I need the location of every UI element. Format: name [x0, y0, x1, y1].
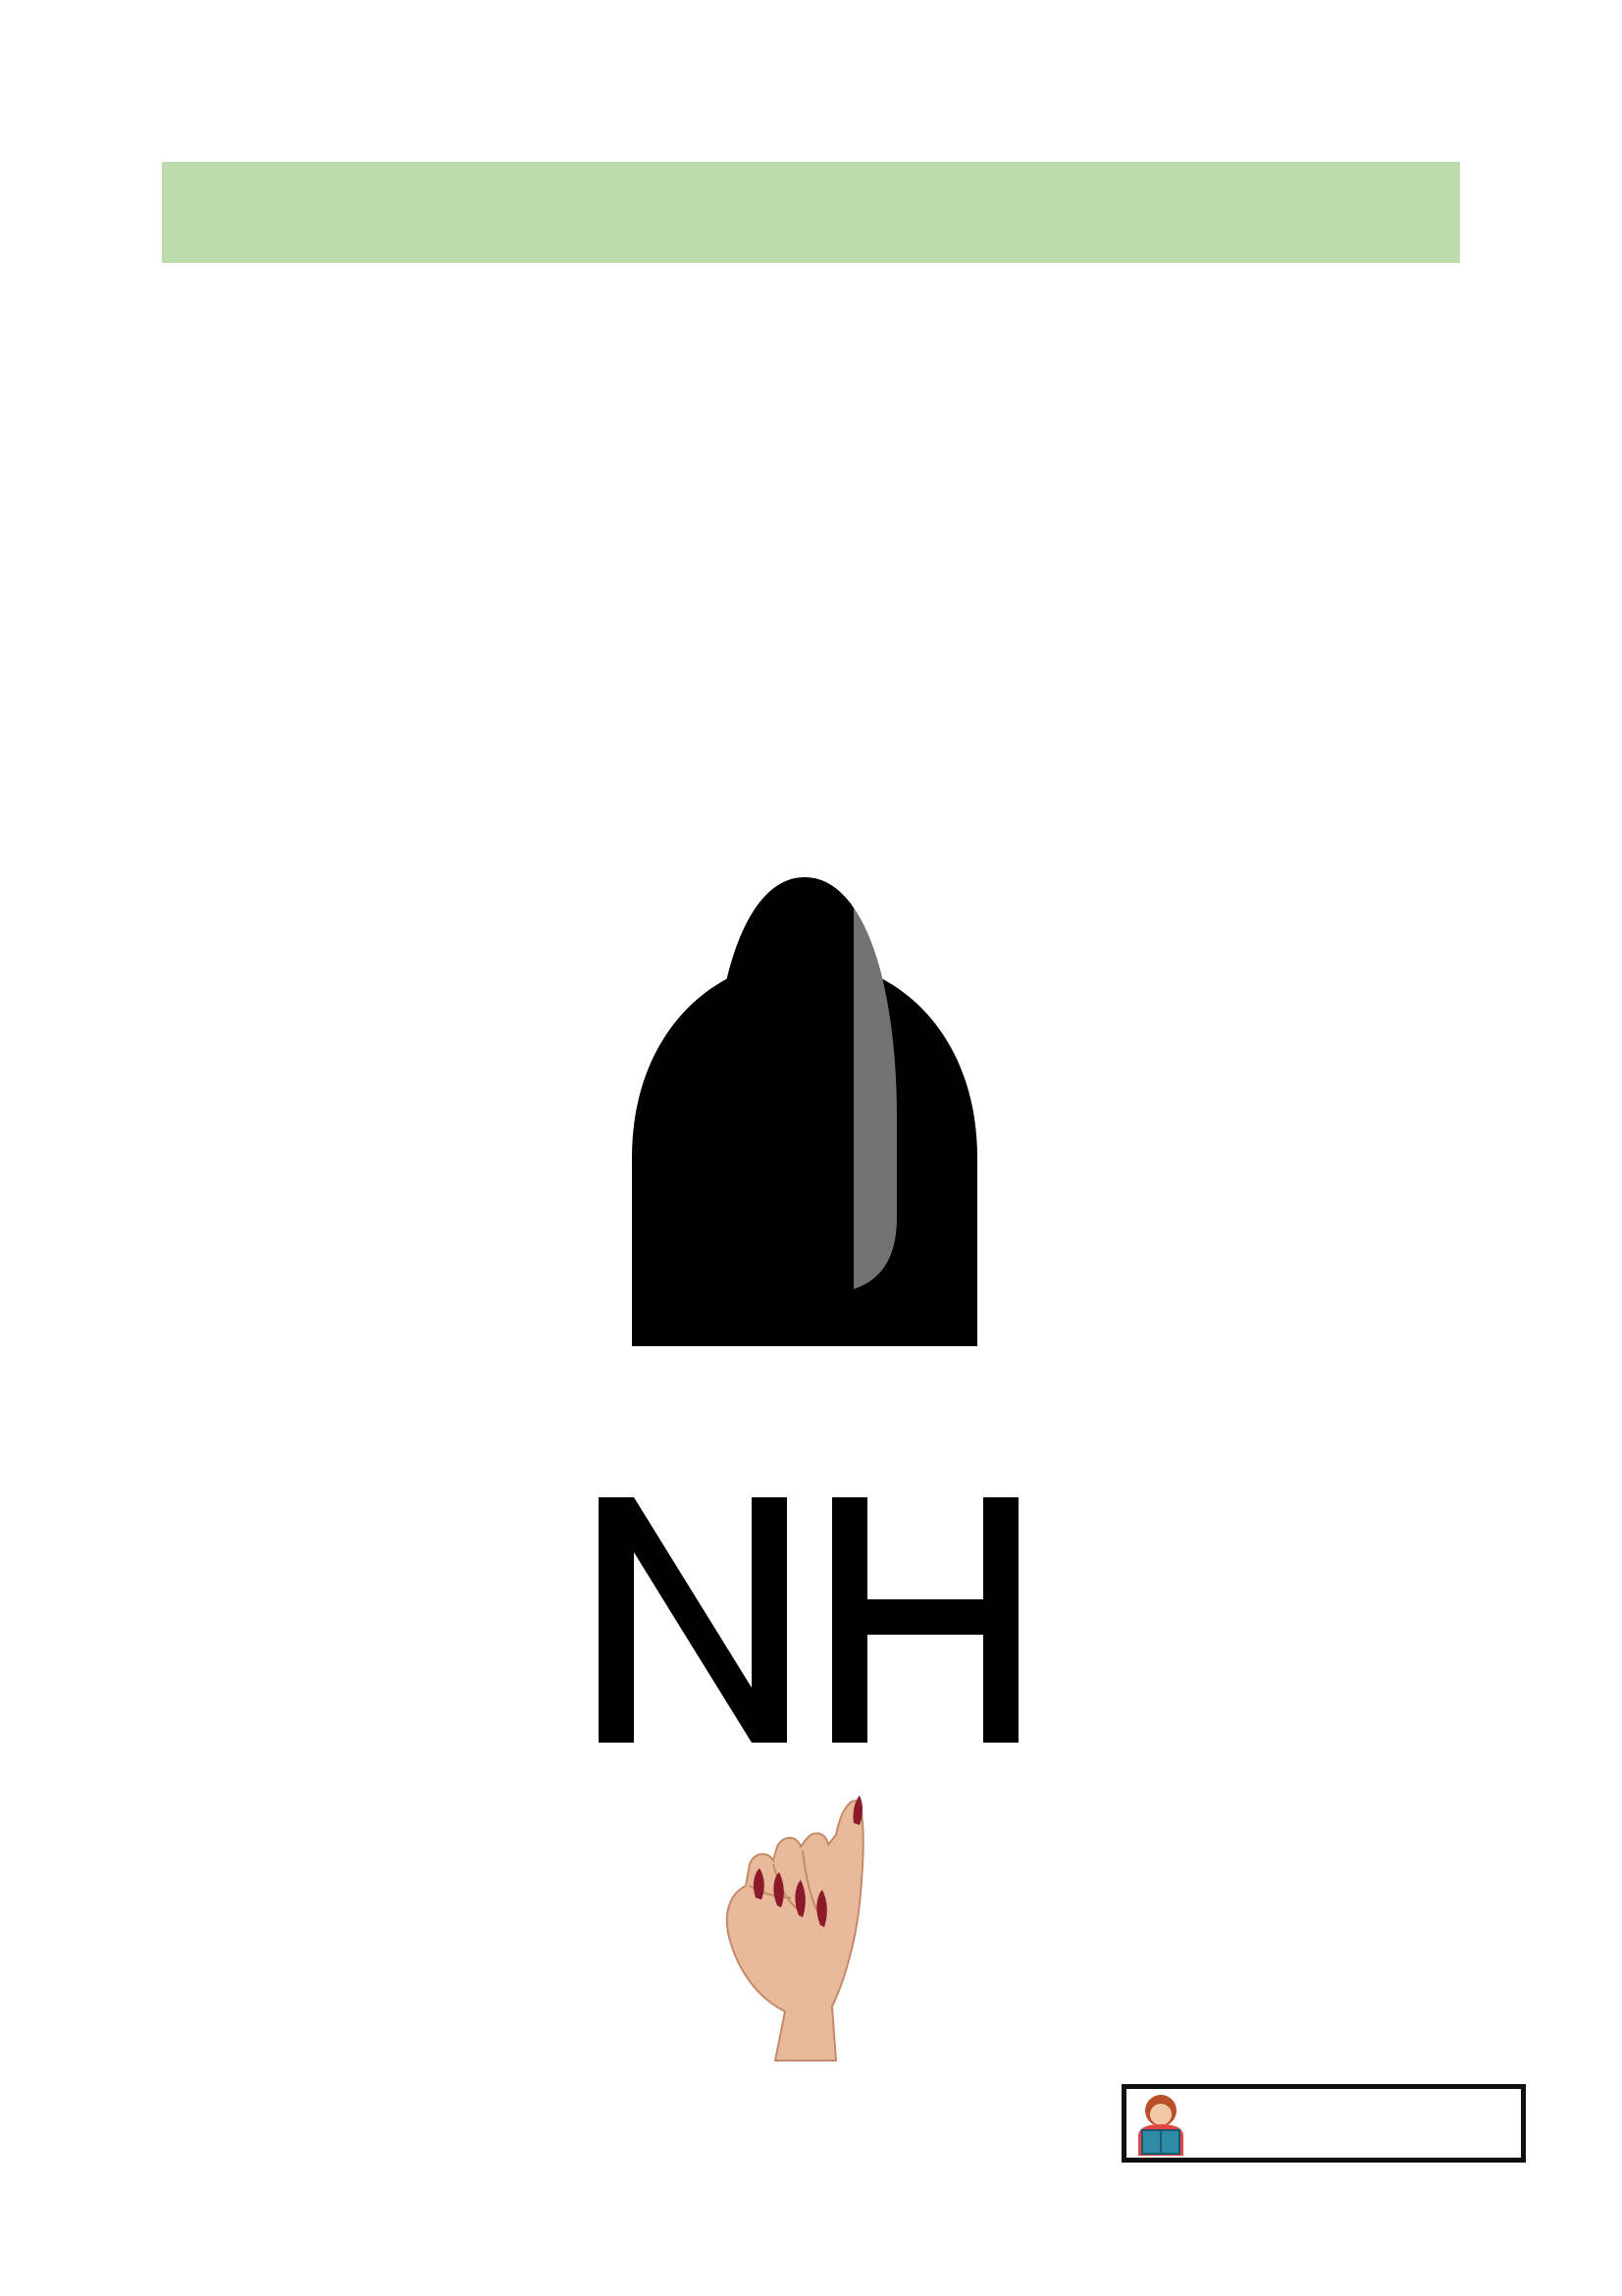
girl-reading-icon: [1132, 2091, 1189, 2156]
letter-n-solid: [599, 1497, 787, 1743]
letter-h-solid: [832, 1497, 1019, 1743]
kit-so-escola-logo: [1122, 2084, 1526, 2163]
letter-u-dotted[interactable]: [387, 1506, 551, 1729]
learning-objective-box: [162, 162, 1460, 263]
word-unha: [363, 1462, 1207, 1786]
fingernail-icon: [618, 863, 991, 1354]
skill-line: [164, 168, 1458, 199]
manicured-hand-icon: [716, 1796, 893, 2065]
